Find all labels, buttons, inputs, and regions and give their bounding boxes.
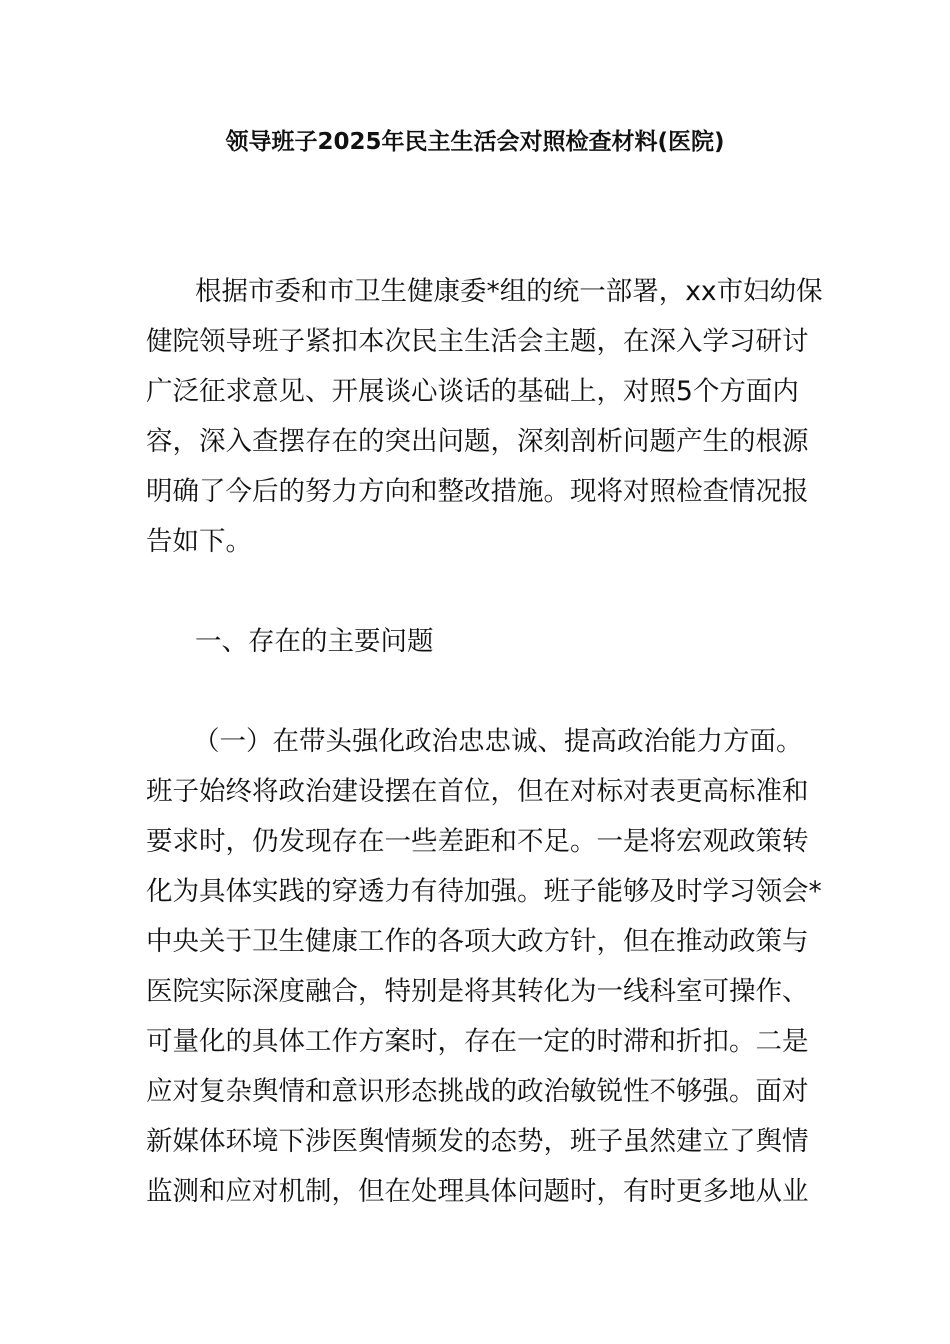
- body-line: 新媒体环境下涉医舆情频发的态势，班子虽然建立了舆情: [146, 1126, 809, 1157]
- body-line: 化为具体实践的穿透力有待加强。班子能够及时学习领会*: [146, 876, 822, 907]
- body-line: 班子始终将政治建设摆在首位，但在对标对表更高标准和: [146, 776, 809, 807]
- body-line: 应对复杂舆情和意识形态挑战的政治敏锐性不够强。面对: [146, 1076, 809, 1107]
- body-line: 医院实际深度融合，特别是将其转化为一线科室可操作、: [146, 976, 809, 1007]
- intro-line: 容，深入查摆存在的突出问题，深刻剖析问题产生的根源: [146, 426, 809, 457]
- body-line: 要求时，仍发现存在一些差距和不足。一是将宏观政策转: [146, 826, 809, 857]
- document-title: 领导班子2025年民主生活会对照检查材料(医院): [225, 129, 725, 155]
- intro-line: 根据市委和市卫生健康委*组的统一部署，xx市妇幼保: [195, 276, 823, 307]
- intro-line: 广泛征求意见、开展谈心谈话的基础上，对照5个方面内: [146, 376, 799, 407]
- body-line: 监测和应对机制，但在处理具体问题时，有时更多地从业: [146, 1176, 809, 1207]
- subsection-heading: （一）在带头强化政治忠忠诚、提高政治能力方面。: [193, 726, 803, 757]
- section-heading: 一、存在的主要问题: [195, 626, 434, 657]
- body-line: 可量化的具体工作方案时，存在一定的时滞和折扣。二是: [146, 1026, 809, 1057]
- intro-line: 告如下。: [146, 526, 252, 557]
- intro-line: 明确了今后的努力方向和整改措施。现将对照检查情况报: [146, 476, 809, 507]
- intro-line: 健院领导班子紧扣本次民主生活会主题，在深入学习研讨: [146, 326, 809, 357]
- body-line: 中央关于卫生健康工作的各项大政方针，但在推动政策与: [146, 926, 809, 957]
